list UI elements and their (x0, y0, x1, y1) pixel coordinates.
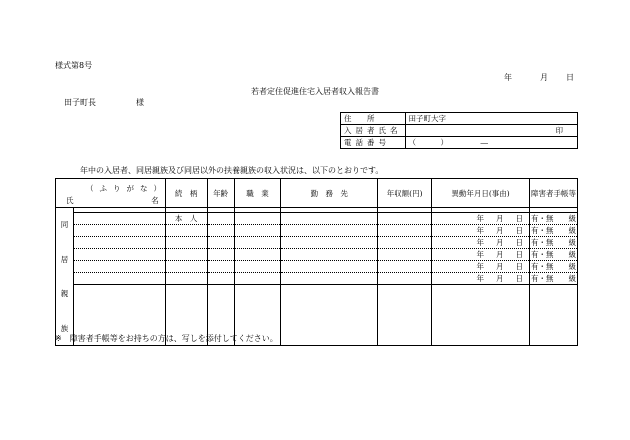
header-workplace: 勤 務 先 (281, 179, 378, 208)
moved-year: 年 (476, 262, 484, 271)
addressee-name: 田子町長 (64, 98, 96, 107)
moved-year: 年 (476, 250, 484, 259)
moved-date-cell[interactable] (432, 225, 530, 237)
workplace-cell[interactable] (281, 237, 378, 249)
header-mei: 名 (151, 196, 159, 205)
moved-date-cell[interactable] (432, 249, 530, 261)
form-number: 様式第8号 (55, 61, 93, 70)
date-month: 月 (540, 73, 548, 82)
moved-month: 月 (495, 274, 504, 283)
name-cell[interactable] (73, 213, 165, 225)
certificate-cell[interactable]: 有・無 級 (530, 214, 576, 223)
occupation-cell[interactable] (234, 225, 281, 237)
applicant-box (340, 112, 578, 149)
moved-date-cell[interactable] (432, 273, 530, 285)
name-cell[interactable] (73, 249, 165, 261)
certificate-cell[interactable]: 有・無 級 (530, 226, 576, 235)
certificate-cell[interactable]: 有・無 級 (530, 262, 576, 271)
occupation-cell[interactable] (234, 213, 281, 225)
moved-day: 日 (515, 226, 523, 235)
report-date (504, 72, 574, 83)
moved-month: 月 (495, 214, 504, 223)
blank-cell (529, 285, 577, 346)
phone-open-paren: （ (408, 138, 416, 147)
table-row (56, 213, 578, 225)
certificate-cell[interactable]: 有・無 級 (530, 274, 576, 283)
table-row (56, 249, 578, 261)
income-cell[interactable] (378, 249, 432, 261)
moved-date-cell[interactable] (432, 237, 530, 249)
moved-date-cell[interactable] (432, 261, 530, 273)
relation-cell[interactable] (165, 249, 207, 261)
header-uji: 氏 (66, 196, 74, 205)
age-cell[interactable] (207, 237, 234, 249)
header-furigana: （ふりがな） (86, 184, 167, 193)
phone-close-paren: ） (440, 138, 448, 147)
moved-month: 月 (495, 226, 504, 235)
seal-mark: 印 (555, 126, 563, 135)
occupation-cell[interactable] (234, 273, 281, 285)
header-name (56, 179, 166, 208)
workplace-cell[interactable] (281, 213, 378, 225)
intro-text: 年中の入居者、同居親族及び同居以外の扶養親族の収入状況は、以下のとおりです。 (80, 166, 384, 175)
income-cell[interactable] (378, 237, 432, 249)
moved-day: 日 (515, 238, 523, 247)
table-header-row (56, 179, 578, 208)
moved-month: 月 (495, 250, 504, 259)
side-char-4: 族 (60, 323, 69, 333)
header-age: 年齢 (207, 179, 234, 208)
document-title: 若者定住促進住宅入居者収入報告書 (251, 87, 379, 96)
workplace-cell[interactable] (281, 225, 378, 237)
addressee-honorific: 様 (136, 98, 144, 107)
relation-cell[interactable]: 本 人 (165, 213, 207, 225)
header-moved-date: 異動年月日(事由) (432, 179, 530, 208)
income-cell[interactable] (378, 225, 432, 237)
moved-month: 月 (495, 238, 504, 247)
date-year: 年 (504, 73, 512, 82)
name-cell[interactable] (73, 273, 165, 285)
relation-cell[interactable] (165, 273, 207, 285)
workplace-cell[interactable] (281, 273, 378, 285)
age-cell[interactable] (207, 273, 234, 285)
moved-date-cell[interactable] (432, 213, 530, 225)
name-cell[interactable] (73, 225, 165, 237)
relation-cell[interactable] (165, 261, 207, 273)
resident-name-label: 入居者氏名 (341, 125, 406, 137)
header-occupation: 職 業 (234, 179, 281, 208)
moved-month: 月 (495, 262, 504, 271)
moved-day: 日 (515, 262, 523, 271)
occupation-cell[interactable] (234, 249, 281, 261)
addressee (64, 97, 144, 108)
side-char-2: 居 (60, 254, 69, 264)
workplace-cell[interactable] (281, 261, 378, 273)
table-row (56, 273, 578, 285)
age-cell[interactable] (207, 213, 234, 225)
footnote (55, 333, 278, 344)
date-day: 日 (566, 73, 574, 82)
age-cell[interactable] (207, 261, 234, 273)
household-side-label (56, 208, 74, 346)
occupation-cell[interactable] (234, 261, 281, 273)
header-income: 年収額(円) (378, 179, 432, 208)
moved-day: 日 (515, 250, 523, 259)
age-cell[interactable] (207, 225, 234, 237)
household-income-table (55, 178, 578, 346)
income-cell[interactable] (378, 261, 432, 273)
occupation-cell[interactable] (234, 237, 281, 249)
header-relation: 続 柄 (165, 179, 207, 208)
blank-cell (378, 285, 432, 346)
moved-year: 年 (476, 226, 484, 235)
relation-cell[interactable] (165, 237, 207, 249)
table-row (56, 225, 578, 237)
relation-cell[interactable] (165, 225, 207, 237)
phone-field[interactable] (405, 137, 578, 149)
phone-dash: ― (480, 138, 488, 147)
income-cell[interactable] (378, 213, 432, 225)
side-char-3: 親 (60, 289, 69, 299)
blank-cell (432, 285, 530, 346)
resident-name-field[interactable] (405, 125, 578, 137)
moved-year: 年 (476, 274, 484, 283)
note-text: 障害者手帳等をお持ちの方は、写しを添付してください。 (69, 334, 278, 343)
age-cell[interactable] (207, 249, 234, 261)
moved-day: 日 (515, 214, 523, 223)
moved-day: 日 (515, 274, 523, 283)
phone-label: 電話番号 (341, 137, 406, 149)
blank-cell (281, 285, 378, 346)
certificate-cell[interactable]: 有・無 級 (530, 238, 576, 247)
name-cell[interactable] (73, 261, 165, 273)
address-label: 住 所 (341, 113, 406, 125)
workplace-cell[interactable] (281, 249, 378, 261)
header-certificate: 障害者手帳等 (529, 179, 577, 208)
name-cell[interactable] (73, 237, 165, 249)
address-value: 田子町大字 (408, 114, 446, 123)
address-field[interactable] (405, 113, 578, 125)
moved-year: 年 (476, 214, 484, 223)
certificate-cell[interactable]: 有・無 級 (530, 250, 576, 259)
moved-year: 年 (476, 238, 484, 247)
income-cell[interactable] (378, 273, 432, 285)
side-char-1: 同 (60, 220, 69, 229)
table-row (56, 261, 578, 273)
table-row (56, 237, 578, 249)
note-mark: ※ (55, 334, 62, 343)
